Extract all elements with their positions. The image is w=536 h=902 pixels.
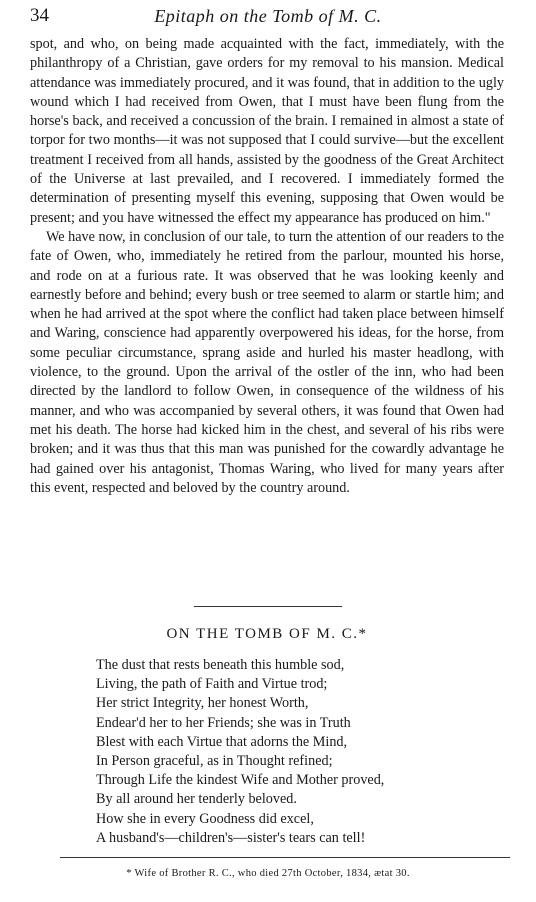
footnote-rule — [60, 857, 510, 858]
poem-line: How she in every Goodness did excel, — [96, 810, 314, 827]
poem-line: Blest with each Virtue that adorns the Mind, — [96, 733, 348, 750]
poem-line: A husband's—children's—sister's tears can tell! — [96, 829, 366, 846]
poem-line: Living, the path of Faith and Virtue trod; — [96, 676, 328, 693]
prose-paragraph: We have now, in conclusion of our tale, to turn the attention of our readers to the fate of Owen, who, immediately he retired from the parlour, mounted his horse, and rode on at a furious rate. It was observed that he was looking keenly and earnestly before and behind; every bush or tree seemed to alarm or startle him; and when he had arrived at the spot where the conflict had taken place between himself and Waring, conscience had apparently overpowered his ideas, for the horse, from some peculiar circumstance, sprang aside and hurled his master headlong, with violence, to the ground. Upon the arrival of the ostler of the inn, who had been directed by the landlord to follow Owen, in consequence of the wildness of his manner, and who was accompanied by several others, it was found that Owen had met his death. The horse had kicked him in the chest, and several of his ribs were broken; and it was thus that this man was punished for the cowardly advantage he had gained over his antagonist, Thomas Waring, who lived for many years after this event, respected and beloved by the country around. — [30, 228, 504, 496]
poem-line: Through Life the kindest Wife and Mother proved, — [96, 772, 385, 789]
poem-line: Endear'd her to her Friends; she was in Truth — [96, 714, 351, 731]
poem-line: By all around her tenderly beloved. — [96, 791, 297, 808]
page-number: 34 — [30, 5, 49, 26]
poem-line: In Person graceful, as in Thought refined; — [96, 753, 333, 770]
section-divider — [194, 606, 342, 607]
poem-line: Her strict Integrity, her honest Worth, — [96, 695, 309, 712]
page-header — [30, 3, 506, 29]
running-head: Epitaph on the Tomb of M. C. — [154, 6, 382, 26]
poem-title: ON THE TOMB OF M. C.* — [166, 626, 368, 642]
prose-paragraph: spot, and who, on being made acquainted with the fact, immediately, with the philanthropy of a Christian, gave orders for my removal to his mansion. Medical attendance was immediately procured, and it was found, that in addition to the ugly wound which I had received from Owen, that I must have been flung from the horse's back, and received a concussion of the brain. I remained in almost a state of torpor for two months—it was not supposed that I could survive—but the excellent treatment I received from all hands, assisted by the goodness of the Great Architect of the Universe at last prevailed, and I recovered. I immediately formed the determination of presenting myself this evening, supposing that Owen would be present; and you have witnessed the effect my appearance has produced on him." — [30, 36, 504, 226]
poem-line: The dust that rests beneath this humble sod, — [96, 657, 345, 673]
poem-body — [96, 656, 496, 848]
prose-body — [30, 35, 504, 498]
footnote: * Wife of Brother R. C., who died 27th October, 1834, ætat 30. — [126, 868, 410, 879]
